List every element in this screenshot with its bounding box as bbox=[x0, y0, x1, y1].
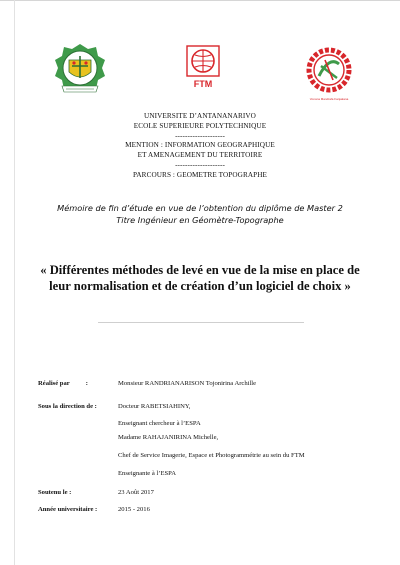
mention-line-2: ET AMENAGEMENT DU TERRITOIRE bbox=[137, 151, 263, 160]
soutenu-value: 23 Août 2017 bbox=[118, 489, 154, 496]
realise-value: Monsieur RANDRIANARISON Tojonirina Archille bbox=[118, 380, 257, 387]
director-2-role-2: Enseignante à l’ESPA bbox=[118, 470, 176, 477]
director-2-name: Madame RAHAJANIRINA Michelle, bbox=[118, 434, 219, 441]
director-1-role: Enseignant chercheur à l’ESPA bbox=[118, 420, 201, 427]
institution-block bbox=[60, 112, 340, 181]
separator-line: -------------------- bbox=[175, 131, 225, 140]
direction-label: Sous la direction de : bbox=[38, 403, 97, 410]
memoire-line-1: Mémoire de fin d’étude en vue de l’obtention du diplôme de Master 2 bbox=[57, 203, 343, 213]
university-crest-logo bbox=[52, 42, 108, 94]
memoire-description bbox=[40, 202, 360, 226]
ftm-logo bbox=[186, 45, 220, 91]
thesis-title-line-2: leur normalisation et de création d’un logiciel de choix » bbox=[49, 279, 351, 293]
title-divider bbox=[98, 322, 304, 323]
annee-label: Année universitaire : bbox=[38, 506, 98, 513]
page-top-border bbox=[0, 0, 400, 1]
realise-label: Réalisé par : bbox=[38, 380, 88, 387]
ftm-logo-text: FTM bbox=[193, 79, 213, 89]
director-1-name: Docteur RABETSIAHINY, bbox=[118, 403, 191, 410]
soutenu-label: Soutenu le : bbox=[38, 489, 72, 496]
thesis-title bbox=[28, 262, 372, 294]
thesis-title-line-1: « Différentes méthodes de levé en vue de la mise en place de bbox=[40, 263, 360, 277]
annee-value: 2015 - 2016 bbox=[118, 506, 150, 513]
page-left-border bbox=[14, 0, 15, 565]
school-name: ECOLE SUPERIEURE POLYTECHNIQUE bbox=[133, 121, 267, 130]
gear-emblem-caption: Vonona Mandrafa Fanjakana bbox=[309, 97, 349, 101]
memoire-line-2: Titre Ingénieur en Géomètre-Topographe bbox=[116, 215, 284, 225]
mention-line: MENTION : INFORMATION GEOGRAPHIQUE bbox=[125, 141, 275, 150]
separator-line-2: -------------------- bbox=[175, 160, 225, 169]
university-name: UNIVERSITE D’ANTANANARIVO bbox=[144, 112, 256, 120]
parcours-line: PARCOURS : GEOMETRE TOPOGRAPHE bbox=[132, 170, 268, 179]
gear-emblem-logo bbox=[305, 46, 353, 106]
director-2-role: Chef de Service Imagerie, Espace et Photogrammétrie au sein du FTM bbox=[118, 452, 305, 459]
